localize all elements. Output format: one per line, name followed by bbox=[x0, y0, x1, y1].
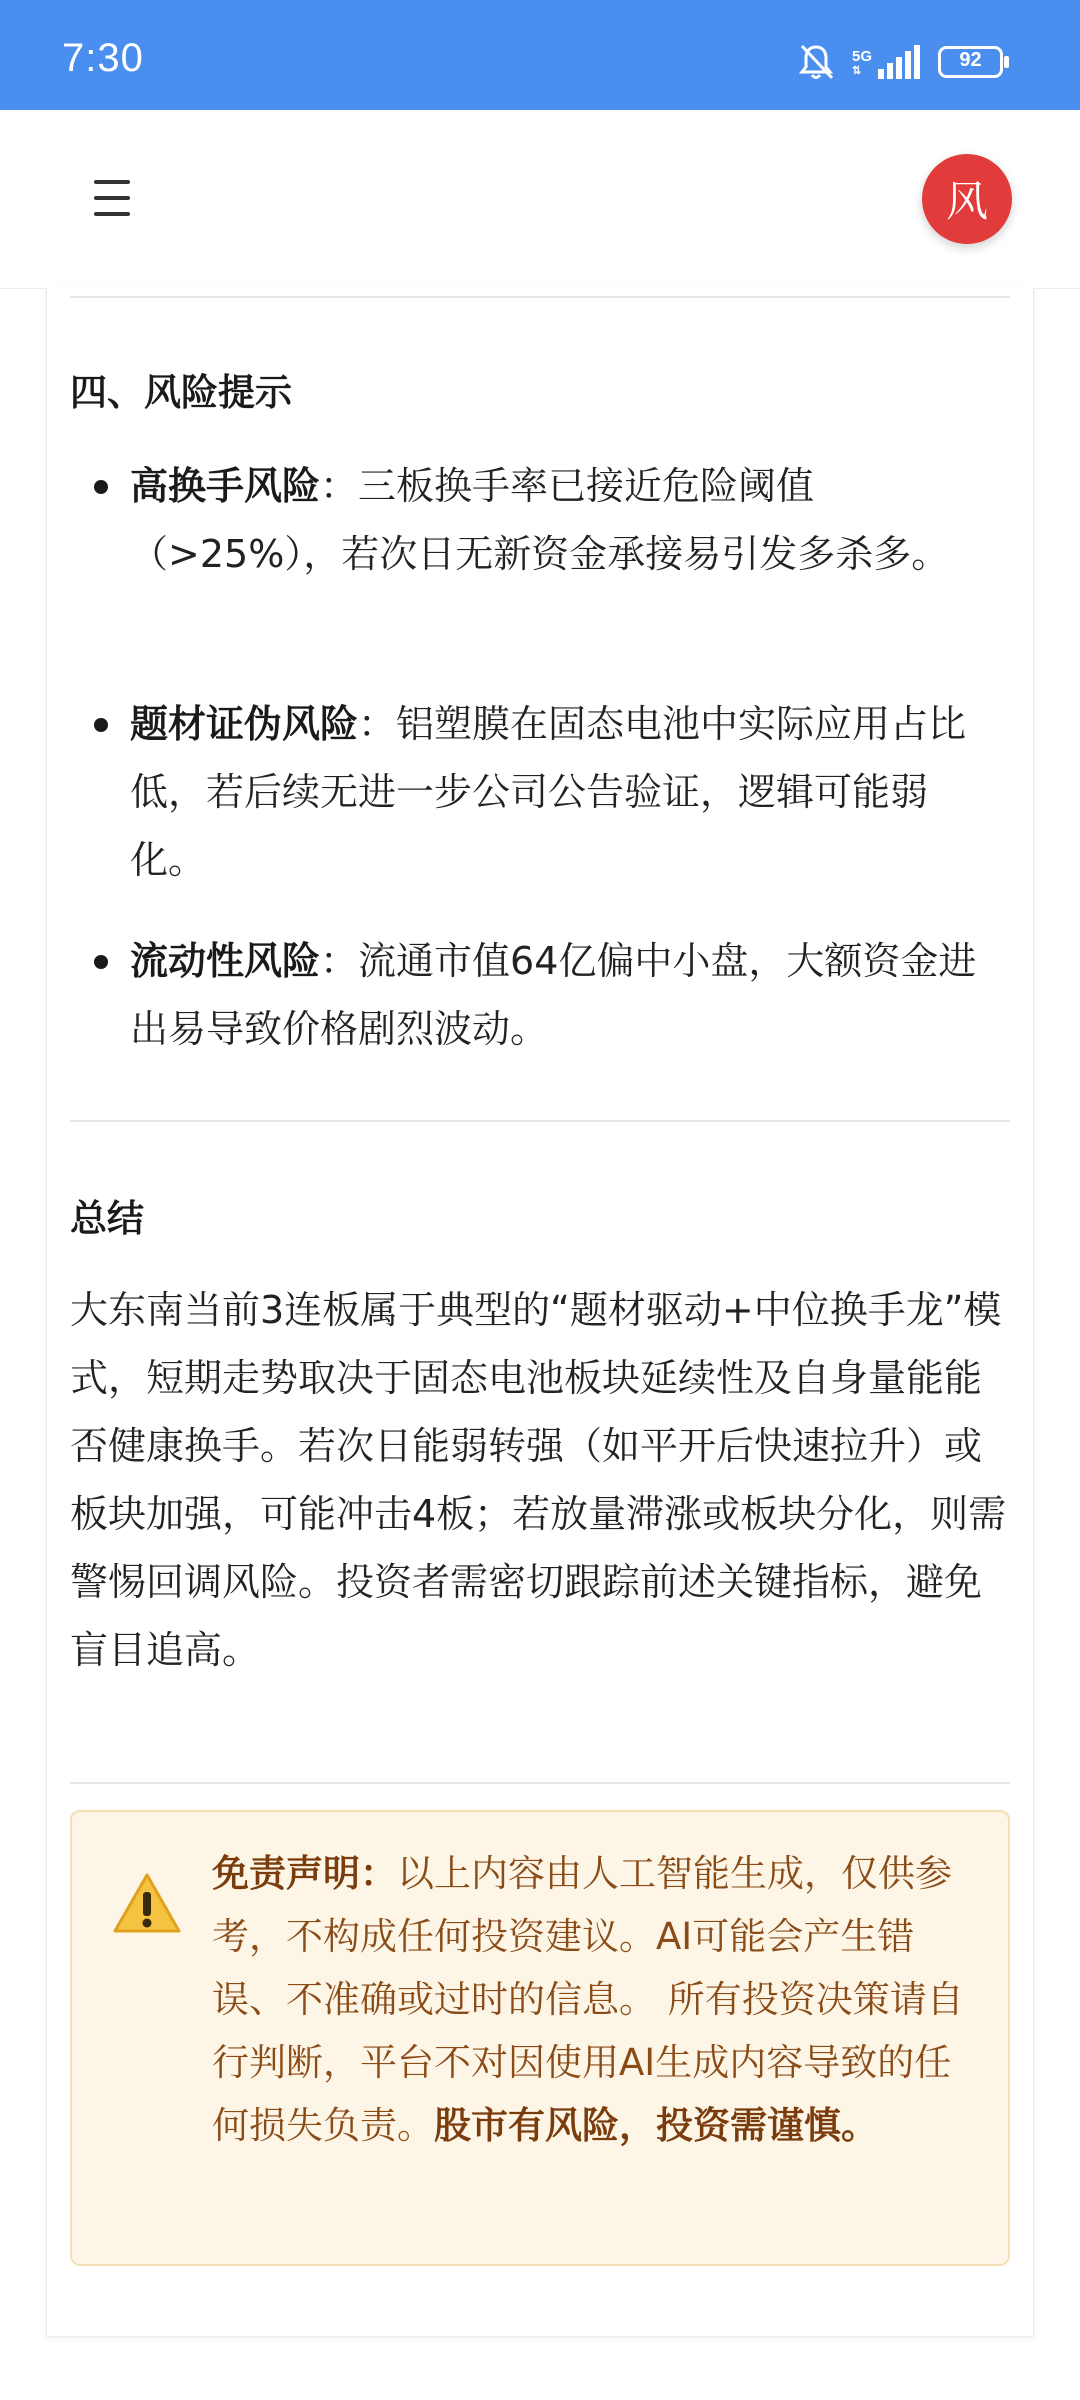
disclaimer-body: 以上内容由人工智能生成，仅供参考，不构成任何投资建议。AI可能会产生错误、不准确或过时的信息。 所有投资决策请自行判断，平台不对因使用AI生成内容导致的任何损失负责。 bbox=[212, 1852, 964, 2147]
divider bbox=[70, 1120, 1010, 1122]
divider bbox=[70, 1782, 1010, 1784]
disclaimer-box bbox=[70, 1810, 1010, 2266]
warning-icon bbox=[112, 1872, 182, 1934]
divider bbox=[70, 296, 1010, 298]
list-item-risk-1: 高换手风险：三板换手率已接近危险阈值（>25%），若次日无新资金承接易引发多杀多。 bbox=[130, 452, 1000, 588]
signal-icon: 5G ⇅ bbox=[852, 45, 922, 79]
risk-item-body: 流通市值64亿偏中小盘，大额资金进出易导致价格剧烈波动。 bbox=[130, 939, 977, 1051]
summary-heading: 总结 bbox=[70, 1197, 144, 1240]
list-item-risk-2: 题材证伪风险：铝塑膜在固态电池中实际应用占比低，若后续无进一步公司公告验证，逻辑可能弱化。 bbox=[130, 690, 1000, 894]
risk-item-title: 流动性风险 bbox=[130, 939, 321, 983]
list-item-risk-3: 流动性风险：流通市值64亿偏中小盘，大额资金进出易导致价格剧烈波动。 bbox=[130, 927, 1000, 1063]
battery-level: 92 bbox=[959, 49, 982, 71]
app-bar bbox=[0, 110, 1080, 289]
risk-heading: 四、风险提示 bbox=[70, 371, 292, 414]
status-bar bbox=[0, 0, 1080, 110]
disclaimer-label: 免责声明： bbox=[212, 1852, 397, 1895]
disclaimer-text bbox=[212, 1842, 977, 2157]
risk-item-title: 题材证伪风险 bbox=[130, 702, 359, 746]
risk-item-body: 三板换手率已接近危险阈值（>25%），若次日无新资金承接易引发多杀多。 bbox=[130, 464, 950, 576]
risk-item-title: 高换手风险 bbox=[130, 464, 321, 508]
battery-icon bbox=[938, 46, 1010, 78]
hamburger-icon[interactable] bbox=[88, 176, 136, 220]
disclaimer-emphasis: 股市有风险，投资需谨慎。 bbox=[434, 2104, 878, 2147]
status-icons bbox=[796, 40, 1010, 84]
avatar[interactable]: 风 bbox=[922, 154, 1012, 244]
status-time: 7:30 bbox=[62, 36, 144, 80]
network-type: 5G bbox=[851, 48, 872, 65]
summary-paragraph: 大东南当前3连板属于典型的“题材驱动+中位换手龙”模式，短期走势取决于固态电池板块延续性及自身量能能否健康换手。若次日能弱转强（如平开后快速拉升）或板块加强，可能冲击4板；若放量滞涨或板块分化，则需警惕回调风险。投资者需密切跟踪前述关键指标，避免盲目追高。 bbox=[70, 1288, 1007, 1672]
risk-item-body: 铝塑膜在固态电池中实际应用占比低，若后续无进一步公司公告验证，逻辑可能弱化。 bbox=[130, 702, 967, 882]
bell-off-icon bbox=[796, 42, 836, 82]
